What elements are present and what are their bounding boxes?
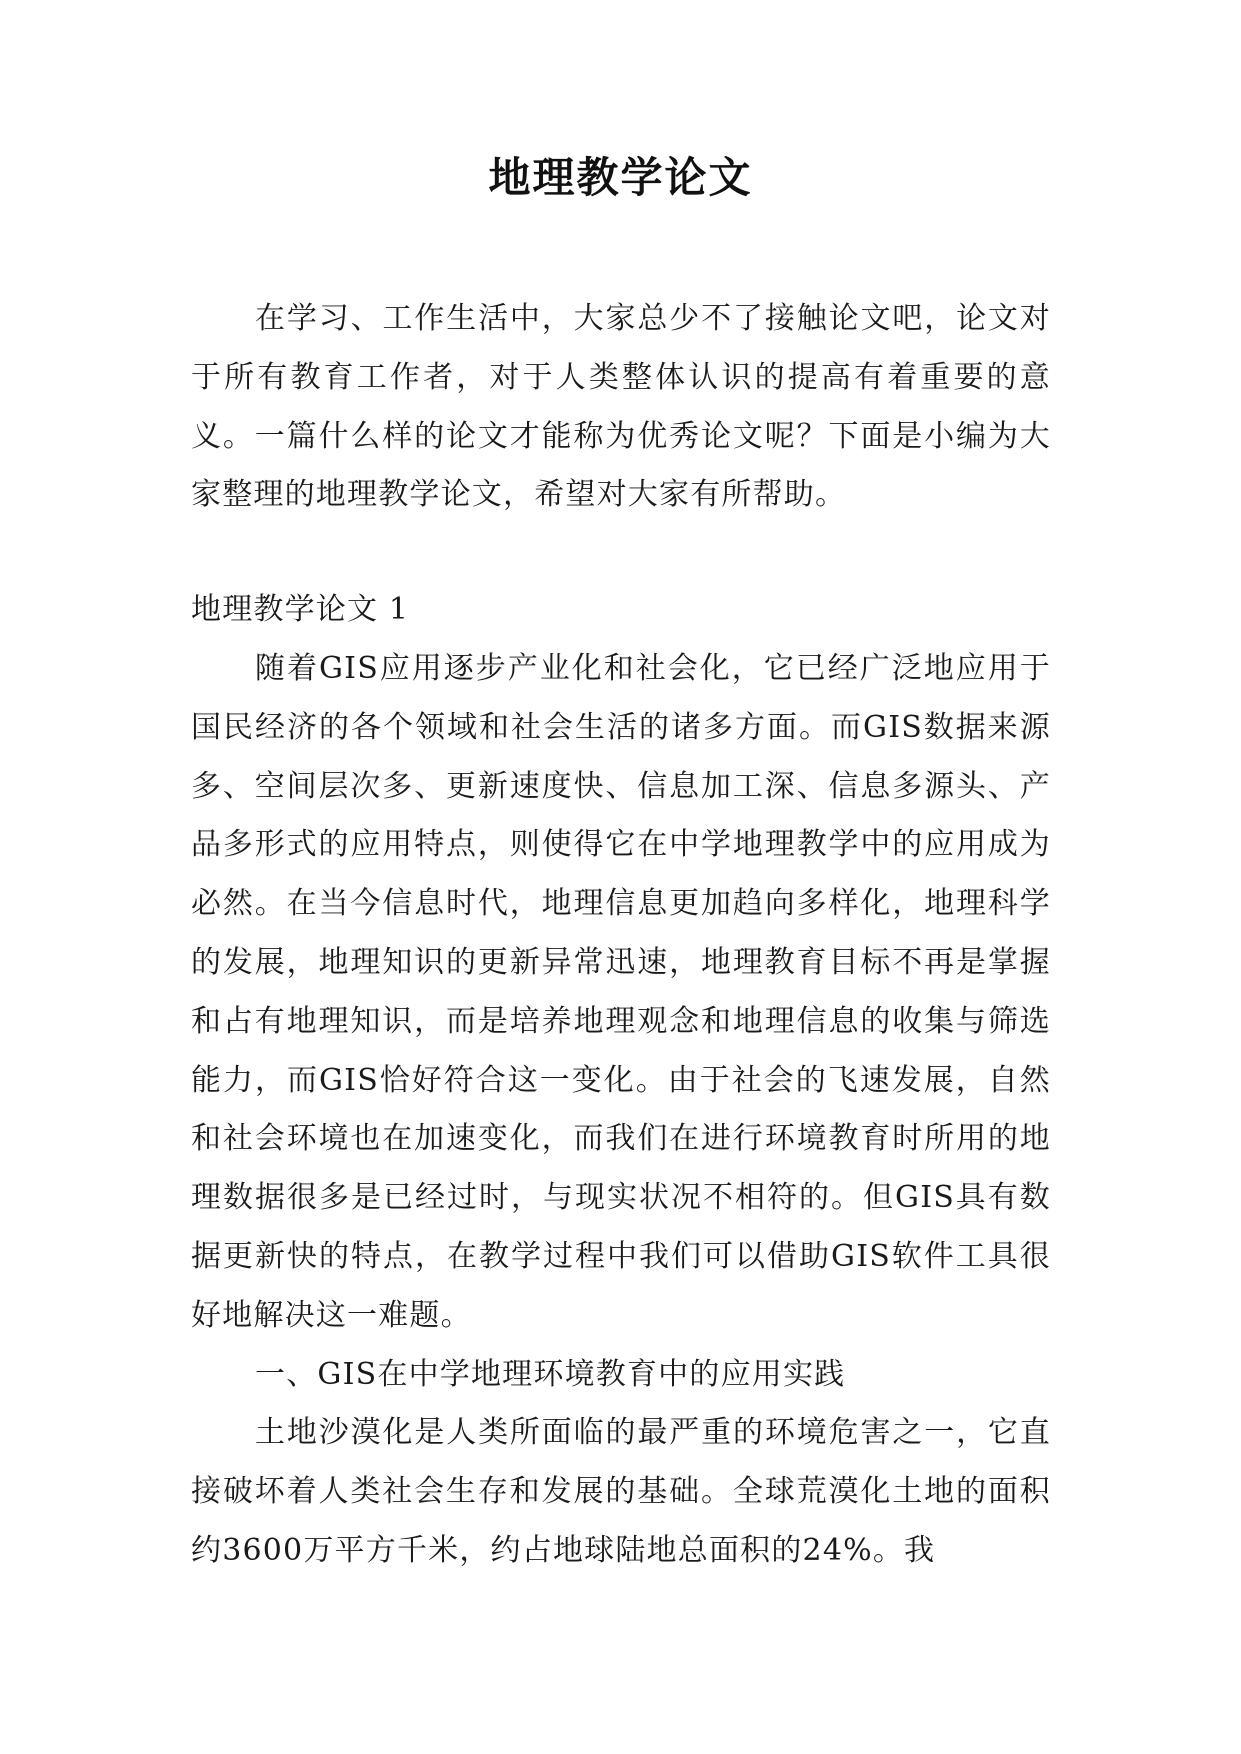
document-title: 地理教学论文 bbox=[488, 153, 753, 202]
body-paragraph: 土地沙漠化是人类所面临的最严重的环境危害之一，它直接破坏着人类社会生存和发展的基础。全球荒漠化土地的面积约3600万平方千米，约占地球陆地总面积的24%。我 bbox=[191, 1415, 1051, 1568]
intro-paragraph: 在学习、工作生活中，大家总少不了接触论文吧，论文对于所有教育工作者，对于人类整体认识的提高有着重要的意义。一篇什么样的论文才能称为优秀论文呢？下面是小编为大家整理的地理教学论文，希望对大家有所帮助。 bbox=[191, 301, 1051, 513]
subheading: 一、GIS在中学地理环境教育中的应用实践 bbox=[255, 1356, 846, 1392]
document-body bbox=[191, 290, 1051, 1581]
body-paragraph: 随着GIS应用逐步产业化和社会化，它已经广泛地应用于国民经济的各个领域和社会生活的诸多方面。而GIS数据来源多、空间层次多、更新速度快、信息加工深、信息多源头、产品多形式的应用特点，则使得它在中学地理教学中的应用成为必然。在当今信息时代，地理信息更加趋向多样化，地理科学的发展，地理知识的更新异常迅速，地理教育目标不再是掌握和占有地理知识，而是培养地理观念和地理信息的收集与筛选能力，而GIS恰好符合这一变化。由于社会的飞速发展，自然和社会环境也在加速变化，而我们在进行环境教育时所用的地理数据很多是已经过时，与现实状况不相符的。但GIS具有数据更新快的特点，在教学过程中我们可以借助GIS软件工具很好地解决这一难题。 bbox=[191, 650, 1051, 1333]
section-label: 地理教学论文 1 bbox=[191, 592, 410, 628]
